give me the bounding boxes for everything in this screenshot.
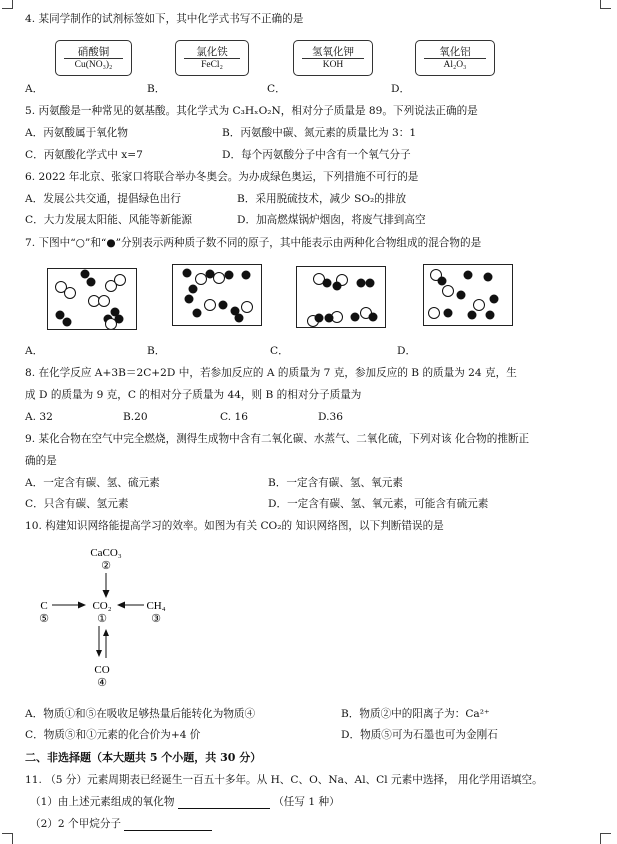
arrowhead-co2-to-co	[96, 650, 102, 657]
q11-part2-prefix: （2）2 个甲烷分子	[30, 818, 122, 830]
reagent-formula: Cu(NO₃)₂	[74, 60, 113, 70]
molecule-box-d	[423, 264, 513, 326]
q4-option-b-letter: B．	[147, 83, 166, 95]
reagent-name: 氧化铝	[439, 46, 471, 58]
q10-option-b: B．物质②中的阳离子为：Ca²⁺	[341, 708, 490, 720]
q11-part1-suffix: （任写 1 种）	[273, 796, 340, 808]
q5-option-a: A．丙氨酸属于氧化物	[25, 127, 128, 139]
q10-option-a: A．物质①和⑤在吸收足够热量后能转化为物质④	[25, 708, 256, 720]
reagent-formula: Al₂O₃	[443, 60, 467, 70]
label-divider	[424, 58, 486, 59]
arrowhead-ch4-to-co2	[117, 602, 125, 609]
q11-part1	[30, 795, 340, 809]
q4-option-d-letter: D．	[391, 83, 411, 95]
reagent-formula: KOH	[322, 60, 344, 70]
node-2-number: ②	[101, 560, 111, 572]
node-c: C	[40, 600, 48, 612]
q5-stem: 5. 丙氨酸是一种常见的氨基酸。其化学式为 C₃HₓO₂N，相对分子质量是 89。下列说法正确的是	[25, 105, 478, 117]
reagent-label-d	[415, 40, 495, 76]
q4-stem: 4. 某同学制作的试剂标签如下，其中化学式书写不正确的是	[25, 13, 304, 25]
node-1-number: ①	[97, 613, 107, 625]
corner-mark-bottom-left	[2, 833, 13, 844]
node-co: CO	[94, 664, 110, 676]
q9-option-d: D．一定含有碳、氢、氧元素，可能含有硫元素	[268, 498, 489, 510]
q8-option-b: B.20	[123, 411, 148, 423]
node-caco3: CaCO₃	[90, 547, 122, 559]
q9-stem-line1: 9. 某化合物在空气中完全燃烧，测得生成物中含有二氧化碳、水蒸气、二氧化硫，下列对该 化合物的推断正	[25, 433, 530, 445]
arrowhead-c-to-co2	[78, 602, 86, 609]
node-4-number: ④	[97, 677, 107, 689]
q6-option-c: C．大力发展太阳能、风能等新能源	[25, 214, 193, 226]
q8-option-c: C. 16	[220, 411, 248, 423]
label-divider	[302, 58, 364, 59]
particle-model-d	[424, 265, 512, 325]
q6-stem: 6. 2022 年北京、张家口将联合举办冬奥会。为办成绿色奥运，下列措施不可行的是	[25, 171, 419, 183]
corner-mark-top-left	[2, 0, 13, 9]
reagent-formula: FeCl₂	[201, 60, 223, 70]
q11-stem: 11. （5 分）元素周期表已经诞生一百五十多年。从 H、C、O、Na、Al、Cl 元素中选择， 用化学用语填空。	[25, 774, 543, 786]
node-3-number: ③	[151, 613, 161, 625]
q7-letter-b: B．	[147, 345, 166, 357]
section-2-title: 二、非选择题（本大题共 5 个小题，共 30 分）	[25, 751, 262, 764]
q8-stem-line1: 8. 在化学反应 A+3B＝2C+2D 中，若参加反应的 A 的质量为 7 克，参加反应的 B 的质量为 24 克，生	[25, 367, 517, 379]
q10-stem: 10. 构建知识网络能提高学习的效率。如图为有关 CO₂的 知识网络图，以下判断错误的是	[25, 520, 444, 532]
q4-option-c-letter: C．	[267, 83, 286, 95]
molecule-box-a	[47, 268, 137, 330]
q6-option-d: D．加高燃煤锅炉烟囱，将废气排到高空	[237, 214, 426, 226]
q10-option-c: C．物质⑤和①元素的化合价为+4 价	[25, 729, 201, 741]
q8-option-d: D.36	[318, 411, 343, 423]
corner-mark-top-right	[600, 0, 611, 9]
node-co2: CO₂	[92, 600, 112, 612]
q8-stem-line2: 成 D 的质量为 9 克，C 的相对分子质量为 44，则 B 的相对分子质量为	[25, 389, 362, 401]
label-divider	[64, 58, 123, 59]
q4-option-a-letter: A．	[25, 83, 44, 95]
q6-option-a: A．发展公共交通，提倡绿色出行	[25, 193, 181, 205]
node-5-number: ⑤	[39, 613, 49, 625]
q11-part2	[30, 817, 212, 831]
q9-option-b: B．一定含有碳、氢、氧元素	[268, 477, 403, 489]
reagent-name: 氢氧化钾	[312, 46, 354, 58]
q11-part1-prefix: （1）由上述元素组成的氧化物	[30, 796, 175, 808]
corner-mark-bottom-right	[600, 833, 611, 844]
molecule-box-b	[172, 264, 262, 326]
q9-option-c: C．只含有碳、氢元素	[25, 498, 129, 510]
arrowhead-co-to-co2	[103, 629, 109, 636]
reagent-label-b	[175, 40, 249, 76]
q7-letter-a: A．	[25, 345, 44, 357]
q10-option-d: D．物质⑤可为石墨也可为金刚石	[341, 729, 498, 741]
reagent-label-a	[55, 40, 132, 76]
q8-option-a: A. 32	[25, 411, 53, 423]
q11-part1-answer-blank[interactable]	[178, 797, 270, 809]
q6-option-b: B．采用脱硫技术，减少 SO₂的排放	[237, 193, 407, 205]
node-ch4: CH₄	[146, 600, 166, 612]
arrowhead-caco3-to-co2	[103, 590, 110, 598]
q5-option-b: B．丙氨酸中碳、氮元素的质量比为 3：1	[222, 127, 417, 139]
label-divider	[184, 58, 240, 59]
reagent-label-c	[293, 40, 373, 76]
q9-stem-line2: 确的是	[25, 455, 57, 467]
particle-model-b	[173, 265, 261, 325]
q9-option-a: A．一定含有碳、氢、硫元素	[25, 477, 160, 489]
q7-letter-d: D．	[397, 345, 417, 357]
reagent-name: 氯化铁	[196, 46, 228, 58]
q7-letter-c: C．	[270, 345, 289, 357]
q7-stem: 7. 下图中“○”和“●”分别表示两种质子数不同的原子，其中能表示由两种化合物组成的混合物的是	[25, 237, 482, 249]
q5-option-c: C．丙氨酸化学式中 x=7	[25, 149, 143, 161]
molecule-box-c	[296, 266, 386, 328]
co2-knowledge-network	[30, 542, 180, 702]
particle-model-c	[297, 267, 385, 327]
q11-part2-answer-blank[interactable]	[124, 819, 212, 831]
q5-option-d: D．每个丙氨酸分子中含有一个氧气分子	[222, 149, 411, 161]
particle-model-a	[48, 269, 136, 329]
reagent-name: 硝酸铜	[77, 46, 110, 58]
